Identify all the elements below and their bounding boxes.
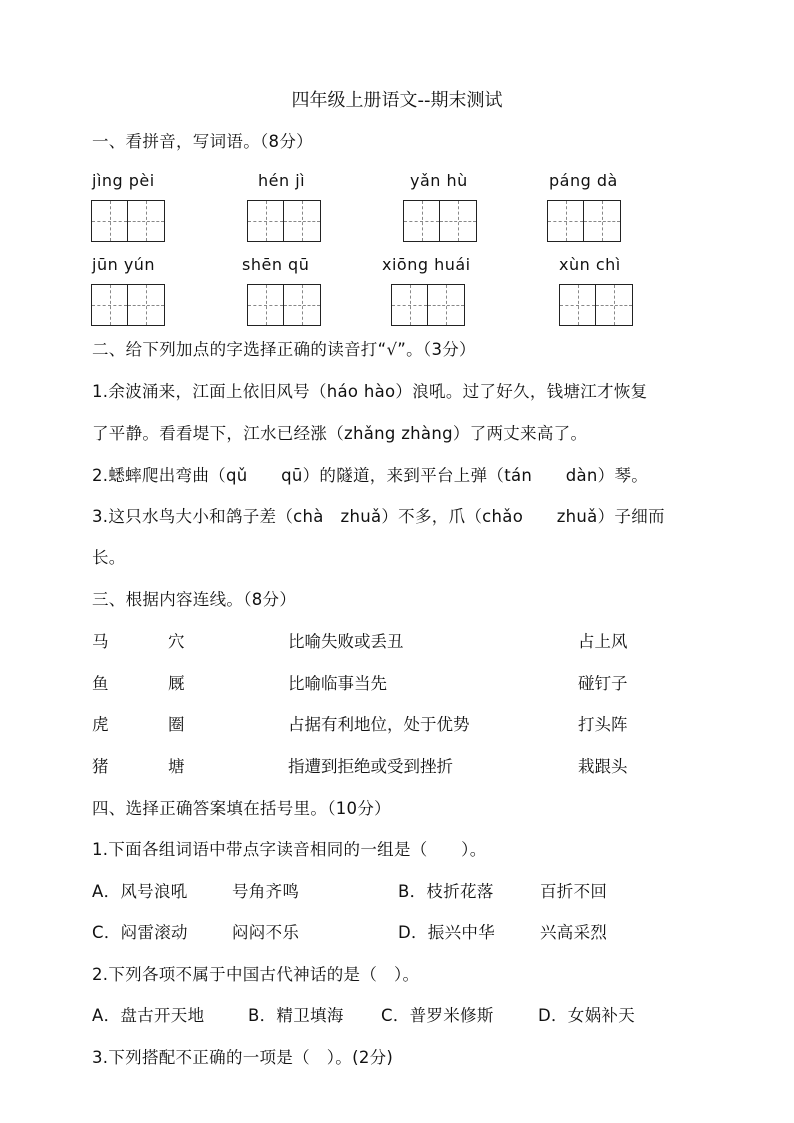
question-stem: 2.下列各项不属于中国古代神话的是（ ）。	[92, 965, 420, 984]
page-title: 四年级上册语文--期末测试	[291, 90, 503, 111]
writing-box[interactable]	[403, 200, 477, 242]
question-stem: 1.下面各组词语中带点字读音相同的一组是（ ）。	[92, 840, 487, 859]
question-line: 了平静。看看堤下，江水已经涨（zhǎng zhàng）了两丈来高了。	[92, 424, 588, 443]
idiom-text: 碰钉子	[578, 674, 628, 693]
animal-word: 虎	[92, 715, 109, 734]
writing-box[interactable]	[247, 200, 321, 242]
question-line: 1.余波涌来，江面上依旧风号（háo hào）浪吼。过了好久，钱塘江才恢复	[92, 382, 648, 401]
pinyin-label: jìng pèi	[92, 171, 155, 190]
option-b: B．精卫填海	[248, 1006, 344, 1025]
writing-box[interactable]	[247, 284, 321, 326]
writing-box[interactable]	[391, 284, 465, 326]
section3-heading: 三、根据内容连线。（8分）	[92, 590, 297, 609]
option-b-word2: 百折不回	[540, 882, 608, 901]
question-stem: 3.下列搭配不正确的一项是（ ）。(2分)	[92, 1048, 394, 1067]
writing-box[interactable]	[91, 284, 165, 326]
option-c: C．普罗米修斯	[381, 1006, 494, 1025]
section1-heading: 一、看拼音，写词语。（8分）	[92, 132, 313, 151]
meaning-text: 比喻临事当先	[288, 674, 387, 693]
place-word: 穴	[168, 632, 185, 651]
question-line: 长。	[92, 548, 126, 567]
pinyin-label: páng dà	[549, 171, 618, 190]
meaning-text: 指遭到拒绝或受到挫折	[288, 757, 453, 776]
option-a-word2: 号角齐鸣	[232, 882, 300, 901]
animal-word: 马	[92, 632, 109, 651]
question-line: 3.这只水鸟大小和鸽子差（chà zhuǎ）不多，爪（chǎo zhuǎ）子细而	[92, 507, 665, 526]
option-d-word2: 兴高采烈	[540, 923, 608, 942]
option-d-word1: D．振兴中华	[398, 923, 496, 942]
pinyin-label: shēn qū	[242, 255, 310, 274]
meaning-text: 比喻失败或丢丑	[288, 632, 404, 651]
animal-word: 鱼	[92, 674, 109, 693]
pinyin-label: hén jì	[258, 171, 306, 190]
option-a: A．盘古开天地	[92, 1006, 205, 1025]
option-b-word1: B．枝折花落	[398, 882, 494, 901]
idiom-text: 打头阵	[578, 715, 628, 734]
place-word: 塘	[168, 757, 185, 776]
pinyin-label: yǎn hù	[410, 171, 468, 190]
idiom-text: 栽跟头	[578, 757, 628, 776]
animal-word: 猪	[92, 757, 109, 776]
pinyin-label: xiōng huái	[382, 255, 471, 274]
section2-heading: 二、给下列加点的字选择正确的读音打“√”。（3分）	[92, 340, 476, 359]
writing-box[interactable]	[559, 284, 633, 326]
place-word: 圈	[168, 715, 185, 734]
place-word: 厩	[168, 674, 185, 693]
option-a-word1: A．风号浪吼	[92, 882, 188, 901]
writing-box[interactable]	[547, 200, 621, 242]
writing-box[interactable]	[91, 200, 165, 242]
idiom-text: 占上风	[578, 632, 628, 651]
option-c-word1: C．闷雷滚动	[92, 923, 188, 942]
meaning-text: 占据有利地位，处于优势	[288, 715, 470, 734]
section4-heading: 四、选择正确答案填在括号里。（10分）	[92, 799, 391, 818]
question-line: 2.蟋蟀爬出弯曲（qǔ qū）的隧道，来到平台上弹（tán dàn）琴。	[92, 466, 649, 485]
option-c-word2: 闷闷不乐	[232, 923, 300, 942]
pinyin-label: jūn yún	[92, 255, 156, 274]
option-d: D．女娲补天	[538, 1006, 636, 1025]
pinyin-label: xùn chì	[559, 255, 621, 274]
